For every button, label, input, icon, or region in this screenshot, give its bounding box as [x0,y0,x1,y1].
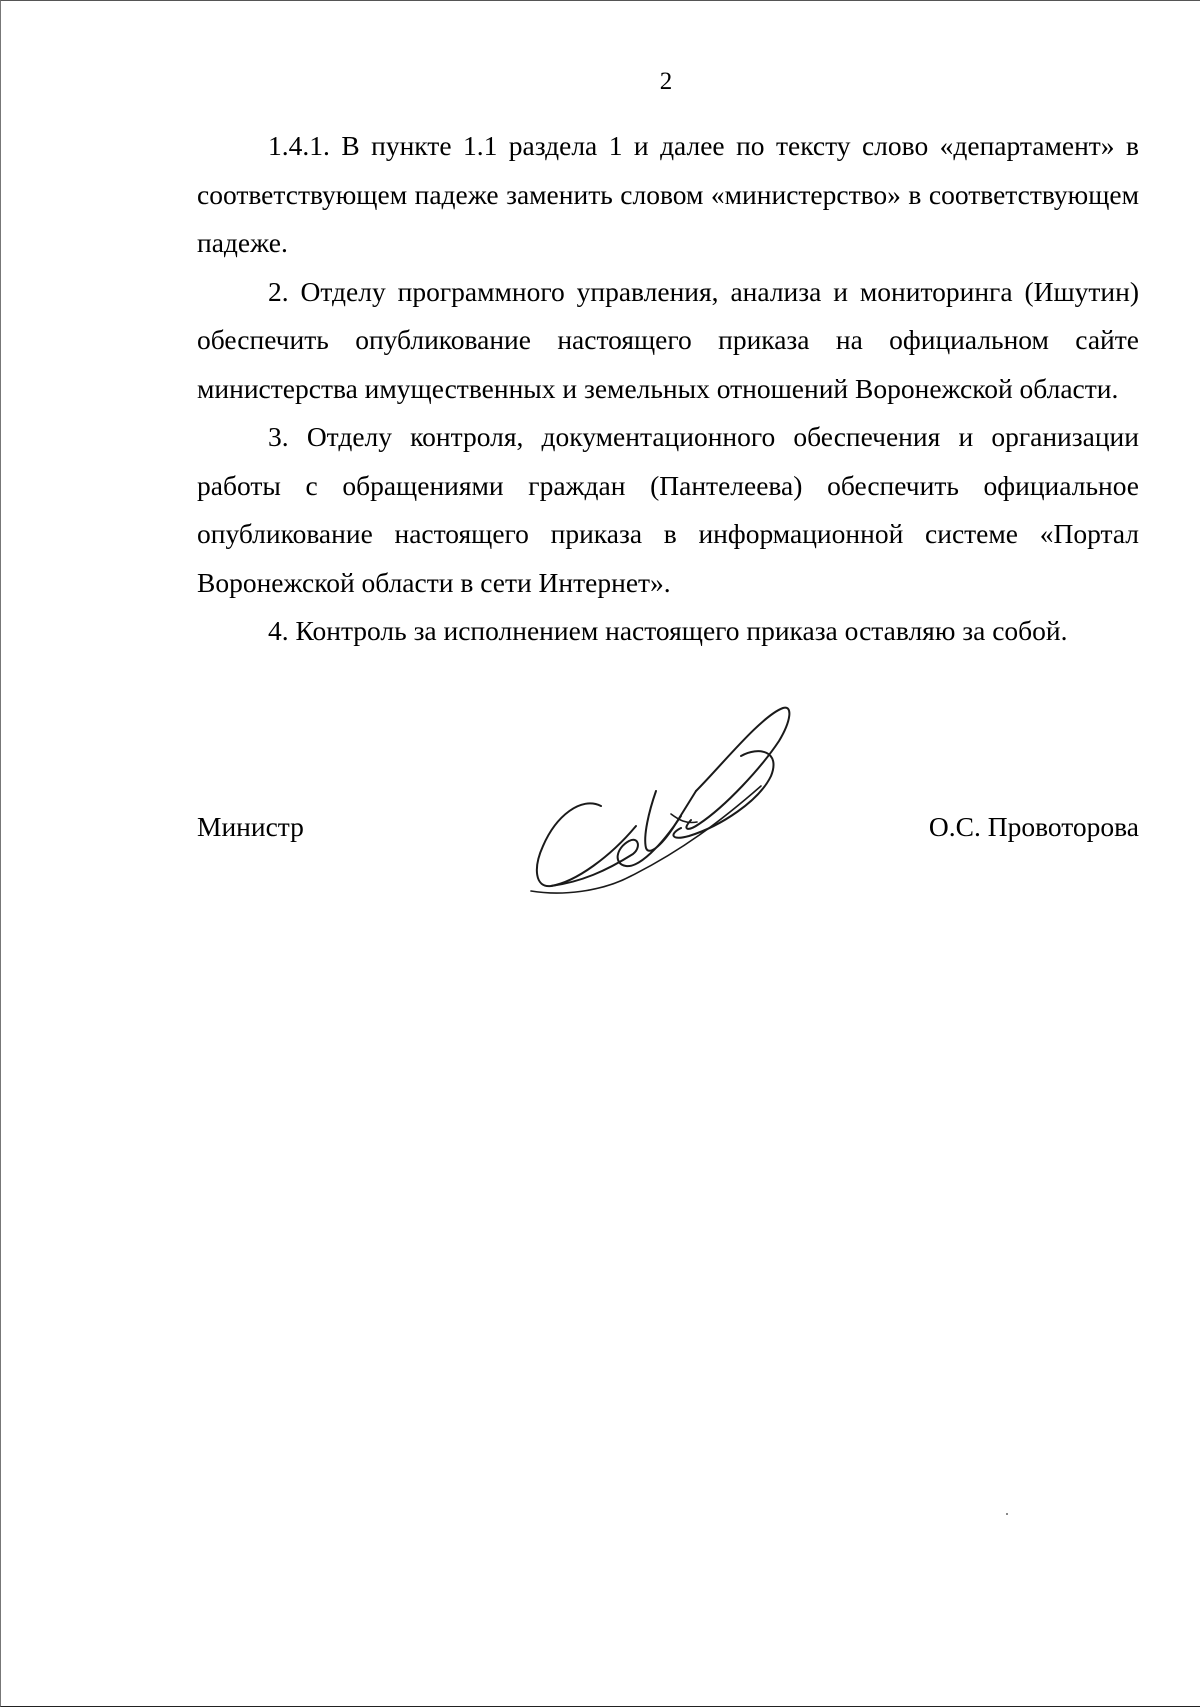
signatory-title: Министр [197,811,304,842]
paragraph-2: 2. Отделу программного управления, анализа и мониторинга (Ишутин) обеспечить опубликование настоящего приказа на официальном сайте министерства имущественных и земельных отношений Воронежской области. [197,275,1139,404]
document-body [197,122,1139,656]
scan-artifact [1006,1513,1008,1515]
paragraph-1-4-1: 1.4.1. В пункте 1.1 раздела 1 и далее по тексту слово «департамент» в соответствующем падеже заменить словом «министерство» в соответствующем падеже. [197,130,1139,258]
paragraph-3: 3. Отделу контроля, документационного обеспечения и организации работы с обращениями граждан (Пантелеева) обеспечить официальное опубликование настоящего приказа в информационной системе «Портал Воронежской области в сети Интернет». [197,421,1139,598]
paragraph-4: 4. Контроль за исполнением настоящего приказа оставляю за собой. [268,615,1068,646]
signatory-name: О.С. Провоторова [928,811,1139,842]
page-number: 2 [659,68,673,95]
handwritten-signature-icon [521,696,841,896]
